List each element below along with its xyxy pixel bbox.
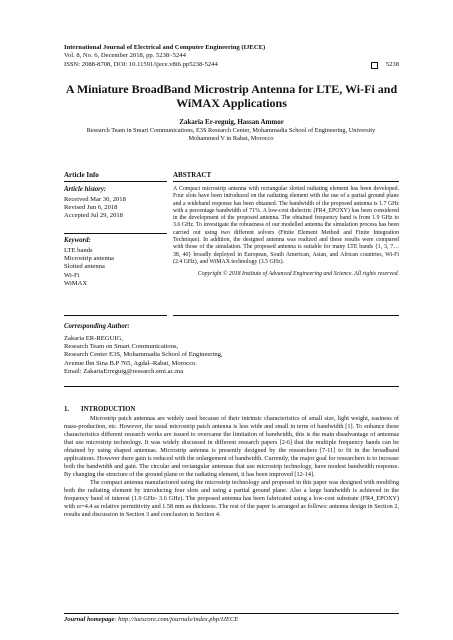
corresponding-heading: Corresponding Author: xyxy=(64,323,130,330)
journal-footer xyxy=(64,613,399,624)
keyword-item: Slotted antenna xyxy=(64,263,105,271)
corresponding-email: Email: ZakariaErreguig@research.emi.ac.ma xyxy=(64,367,184,375)
keywords-block xyxy=(64,237,167,288)
section-title: INTRODUCTION xyxy=(81,406,136,413)
journal-homepage-link[interactable]: : http://iaescore.com/journals/index.php/IJECE xyxy=(114,616,239,623)
divider xyxy=(64,315,167,316)
keyword-item: Microstrip antenna xyxy=(64,255,114,263)
square-icon xyxy=(371,62,378,69)
copyright-notice: Copyright © 2018 Institute of Advanced Engineering and Science. All rights reserved. xyxy=(197,271,399,278)
divider xyxy=(173,315,399,316)
authors: Zakaria Er-reguig, Hassan Ammor xyxy=(179,118,284,126)
keyword-item: LTE bands xyxy=(64,247,93,254)
history-item: Revised Jun 6, 2018 xyxy=(64,204,118,212)
corresponding-line: Research Team on Smart Communications, xyxy=(64,343,179,351)
corresponding-line: Avenue Ibn Sina B.P 765, Agdal–Rabat, Morocco. xyxy=(64,359,197,367)
body-paragraph: Microstrip patch antennas are widely used because of their intrinsic characteristics of small size, light weight, easiness of mass-production, etc. However, the usual microstrip patch antenna is less wide and small in term of bandwidth [1]. To enhance these characteristics different research works are issued to overcame the limitation of bandwidth, this is the main disadvantage of antennas that use microstrip technology. It was widely discussed in different research papers [2-6] that the multiple frequency bands can be obtained by using shaped antennas. Microstrip antenna is presently designed by the researchers [7-11] to fit in the broadband applications. However there gain is reduced with the enlargement of bandwidth. Currently, the major goal for researchers is to increase both the bandwidth and gain. The circular and rectangular antennas that use microstrip technology, have modest bandwidth response. By changing the structure of the ground plane or the radiating element, it has been improved [12-14]. xyxy=(64,415,399,478)
issn-line: ISSN: 2088-8708, DOI: 10.11591/ijece.v8i6.pp5238-5244 xyxy=(64,60,218,68)
journal-name: International Journal of Electrical and Computer Engineering (IJECE) xyxy=(64,44,266,51)
history-heading: Article history: xyxy=(64,186,107,193)
keyword-item: WiMAX xyxy=(64,279,88,287)
journal-header xyxy=(64,44,399,69)
corresponding-author xyxy=(64,323,399,376)
section-number: 1. xyxy=(64,406,70,413)
section-heading xyxy=(64,406,399,414)
abstract-text: A Compact microstrip antenna with rectangular slotted radiating element has been developed. Four slots have been introduced on the radiating element with the use of a partial ground plane and a wideband response has been obtained. The bandwidth of the proposed antenna is 1.7 GHz with a percentage bandwidth of 71%. A low-cost dielectric (FR4_EPOXY) has been considered in the development of the proposed antenna. The obtained frequency band is from 1.9 GHz to 3.6 GHz. To investigate the robustness of our modelled antenna the simulation process has been carried out using two different solvers (Finite Element Method and Finite Integration Technique). In addition, the designed antenna was realized and these results were compared with those of the simulation. The proposed antenna is suitable for many LTE bands {1, 3, 7… 38, 40} broadly deployed in European, South American, Asian, and African countries, Wi-Fi (2.4 GHz), and WiMAX technology (3.5 GHz). xyxy=(173,186,399,265)
keywords-list xyxy=(64,247,167,288)
affiliation: Research Team in Smart Communications, E3S Research Center, Mohammadia School of Engineering, University Mohammed V in Rabat, Morocco xyxy=(86,127,376,142)
abstract xyxy=(173,171,399,279)
corresponding-lines xyxy=(64,335,399,376)
corresponding-line: Research Center E3S, Mohammadia School of Engineering, xyxy=(64,351,223,359)
history-item: Accepted Jul 29, 2018 xyxy=(64,212,123,220)
keywords-heading: Keyword: xyxy=(64,237,91,244)
paper-title: A Miniature BroadBand Microstrip Antenna for LTE, Wi-Fi and WiMAX Applications xyxy=(65,82,398,110)
introduction-section xyxy=(64,406,399,519)
abstract-heading: ABSTRACT xyxy=(173,171,399,182)
corresponding-line: Zakaria ER-REGUIG, xyxy=(64,335,123,342)
footer-label: Journal homepage xyxy=(64,616,115,623)
article-info xyxy=(64,171,167,221)
volume-line: Vol. 8, No. 6, December 2018, pp. 5238~5244 xyxy=(64,52,186,60)
history-item: Received Mar 30, 2018 xyxy=(64,196,126,203)
article-info-heading: Article Info xyxy=(64,171,167,182)
body-paragraph: The compact antenna manufactured using the microstrip technology and proposed in this paper was designed with modifing both the radiating element by introducing four slots and using a partial ground plane. Also a large bandwidth is achieved in the frequency band of interest (1.9 GHz- 3.6 GHz). The proposed antenna has been fabricated using a low-cost substrate (FR4_EPOXY) with εr=4.4 as relative permittivity and 1.58 mm as thickness. The rest of the paper is arranged as follows: antenna design in Section 2, results and discussion in Section 3 and conclusion in Section 4. xyxy=(64,479,399,518)
page-number: 5238 xyxy=(385,60,399,68)
divider xyxy=(64,386,399,387)
keyword-item: Wi-Fi xyxy=(64,271,80,279)
divider xyxy=(64,233,167,234)
history-list xyxy=(64,196,167,221)
